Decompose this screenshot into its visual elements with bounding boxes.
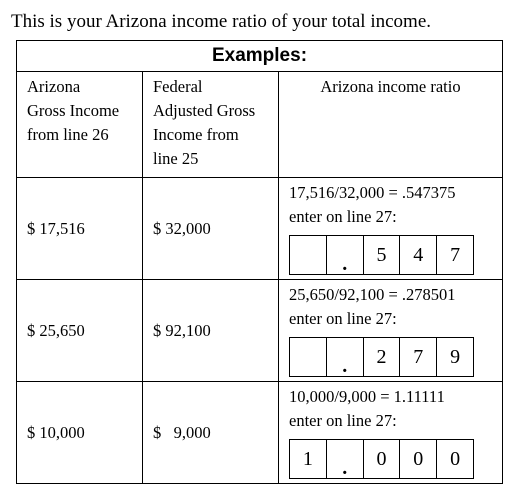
decimal-box [327, 236, 364, 274]
header-line: Gross Income [27, 101, 120, 120]
digit-box [290, 236, 327, 274]
ratio-cell [279, 382, 503, 484]
enter-line-label: enter on line 27: [289, 411, 397, 430]
table-row [17, 382, 503, 484]
decimal-box [327, 338, 364, 376]
enter-line-label: enter on line 27: [289, 207, 397, 226]
header-line: line 25 [153, 149, 199, 168]
column-header-income-ratio [279, 72, 503, 178]
intro-text: This is your Arizona income ratio of your total income. [11, 11, 432, 32]
table-row [17, 280, 503, 382]
decimal-point: . [342, 253, 348, 275]
ratio-formula: 25,650/92,100 = .278501 [289, 285, 456, 304]
header-line: Federal [153, 77, 203, 96]
ratio-cell [279, 280, 503, 382]
digit-box: 7 [450, 244, 461, 266]
digit-boxes [289, 439, 474, 479]
enter-line-label: enter on line 27: [289, 309, 397, 328]
digit-box: 0 [400, 440, 437, 478]
header-line: Income from [153, 125, 239, 144]
header-line: Arizona income ratio [320, 77, 461, 96]
digit-box: 4 [400, 236, 437, 274]
table-row [17, 178, 503, 280]
federal-amount: $ 32,000 [143, 178, 279, 280]
column-header-federal-agi [143, 72, 279, 178]
digit-box: 9 [450, 346, 461, 368]
arizona-amount: $ 25,650 [17, 280, 143, 382]
column-header-arizona-gross-income [17, 72, 143, 178]
table-title: Examples: [17, 41, 503, 72]
ratio-formula: 17,516/32,000 = .547375 [289, 183, 456, 202]
decimal-box [327, 440, 364, 478]
decimal-point: . [342, 457, 348, 479]
header-line: Arizona [27, 77, 81, 96]
examples-table [16, 40, 503, 484]
digit-boxes [289, 235, 474, 275]
ratio-formula: 10,000/9,000 = 1.11111 [289, 387, 445, 406]
digit-box: 7 [400, 338, 437, 376]
digit-box: 0 [364, 440, 401, 478]
header-line: from line 26 [27, 125, 109, 144]
digit-box: 0 [450, 448, 461, 470]
digit-boxes [289, 337, 474, 377]
decimal-point: . [342, 355, 348, 377]
arizona-amount: $ 17,516 [17, 178, 143, 280]
digit-box: 1 [290, 440, 327, 478]
header-line: Adjusted Gross [153, 101, 256, 120]
federal-amount: $ 92,100 [143, 280, 279, 382]
arizona-amount: $ 10,000 [17, 382, 143, 484]
digit-box [290, 338, 327, 376]
federal-amount: $ 9,000 [143, 382, 279, 484]
digit-box: 2 [364, 338, 401, 376]
ratio-cell [279, 178, 503, 280]
digit-box: 5 [364, 236, 401, 274]
